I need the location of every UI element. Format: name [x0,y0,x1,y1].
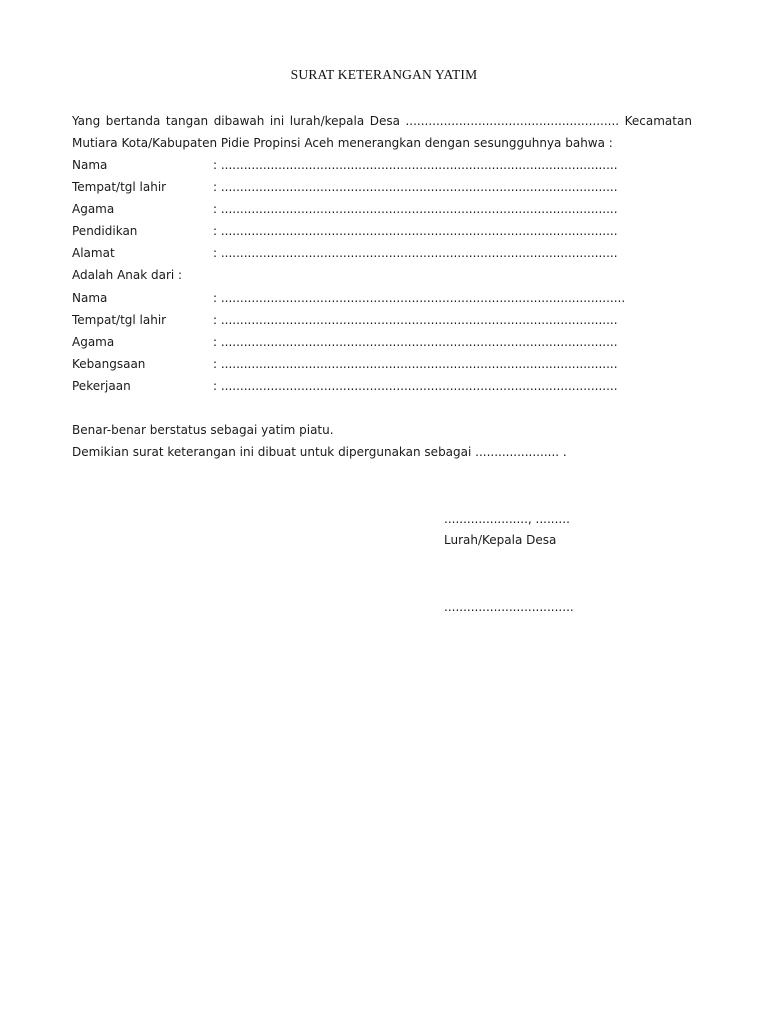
document-title: SURAT KETERANGAN YATIM [290,67,478,82]
signature-role: Lurah/Kepala Desa [444,533,557,547]
intro-word: bertanda [105,114,161,128]
intro-word: Kecamatan [624,114,692,128]
intro-word: lurah/kepala [289,114,365,128]
signature-place-date: ......................, ......... [444,512,570,526]
field-label: Tempat/tgl lahir [72,180,167,194]
field-blank: : ........................................................................................................ [213,313,618,327]
intro-word: Desa [369,114,400,128]
intro-word: tangan [165,114,209,128]
signature-name-line: .................................. [444,600,574,614]
field-blank: : ........................................................................................................ [213,379,618,393]
field-label: Agama [72,335,115,349]
intro-word: ini [269,114,285,128]
field-label: Agama [72,202,115,216]
field-blank: : ........................................................................................................ [213,224,618,238]
orphan-statement: Benar-benar berstatus sebagai yatim piatu. [72,423,334,437]
field-blank: : ........................................................................................................ [213,335,618,349]
parent-heading: Adalah Anak dari : [72,268,183,282]
field-label: Tempat/tgl lahir [72,313,167,327]
closing-statement: Demikian surat keterangan ini dibuat untuk dipergunakan sebagai ...................... . [72,445,567,459]
intro-second-line: Mutiara Kota/Kabupaten Pidie Propinsi Aceh menerangkan dengan sesungguhnya bahwa : [72,136,613,150]
field-blank: : ........................................................................................................ [213,246,618,260]
field-blank: : ........................................................................................................ [213,357,618,371]
field-label: Alamat [72,246,115,260]
field-blank: : ........................................................................................................ [213,158,618,172]
field-blank: : ........................................................................................................ [213,202,618,216]
field-label: Nama [72,291,108,305]
field-blank: : ........................................................................................................ [213,180,618,194]
field-label: Nama [72,158,108,172]
field-label: Kebangsaan [72,357,146,371]
field-label: Pendidikan [72,224,138,238]
village-blank: ........................................................ [405,114,620,128]
field-blank: : .......................................................................................................... [213,291,626,305]
field-label: Pekerjaan [72,379,131,393]
intro-word: Yang [72,114,101,128]
intro-first-line [72,114,692,128]
intro-word: dibawah [213,114,265,128]
